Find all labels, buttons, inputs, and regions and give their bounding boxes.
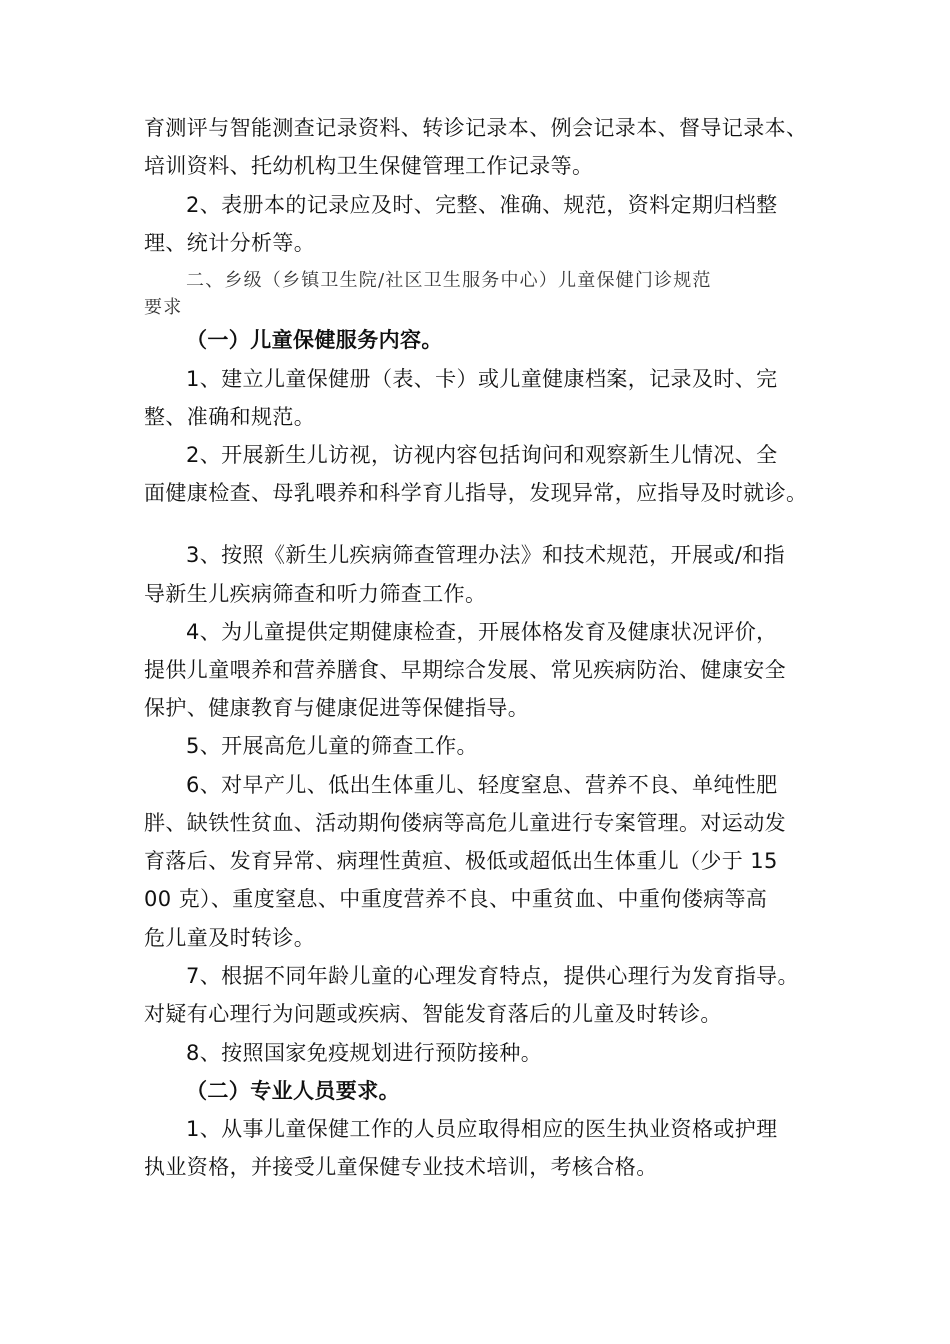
text-line: 面健康检查、母乳喂养和科学育儿指导，发现异常，应指导及时就诊。 (144, 481, 808, 505)
text-line: 7、根据不同年龄儿童的心理发育特点，提供心理行为发育指导。 (186, 964, 799, 988)
text-line: 8、按照国家免疫规划进行预防接种。 (186, 1041, 543, 1065)
text-line: 1、从事儿童保健工作的人员应取得相应的医生执业资格或护理 (186, 1117, 778, 1141)
text-line: 3、按照《新生儿疾病筛查管理办法》和技术规范，开展或/和指 (186, 543, 786, 567)
text-line: 提供儿童喂养和营养膳食、早期综合发展、常见疾病防治、健康安全 (144, 658, 786, 682)
section-heading: 二、乡级（乡镇卫生院/社区卫生服务中心）儿童保健门诊规范 (186, 270, 712, 291)
text-line: 整、准确和规范。 (144, 405, 316, 429)
section-heading-continuation: 要求 (144, 297, 183, 318)
text-line: 2、表册本的记录应及时、完整、准确、规范，资料定期归档整 (186, 193, 778, 217)
text-line: 4、为儿童提供定期健康检查，开展体格发育及健康状况评价， (186, 620, 778, 644)
text-line: 导新生儿疾病筛查和听力筛查工作。 (144, 582, 487, 606)
text-line: 2、开展新生儿访视，访视内容包括询问和观察新生儿情况、全 (186, 443, 778, 467)
text-line: 培训资料、托幼机构卫生保健管理工作记录等。 (144, 154, 594, 178)
text-line: 1、建立儿童保健册（表、卡）或儿童健康档案，记录及时、完 (186, 367, 778, 391)
text-line: 理、统计分析等。 (144, 231, 316, 255)
text-line: 育落后、发育异常、病理性黄疸、极低或超低出生体重儿（少于 15 (144, 849, 778, 873)
text-line: 00 克）、重度窒息、中重度营养不良、中重贫血、中重佝偻病等高 (144, 887, 768, 911)
subsection-heading: （一）儿童保健服务内容。 (186, 328, 443, 352)
text-line: 危儿童及时转诊。 (144, 926, 316, 950)
text-line: 胖、缺铁性贫血、活动期佝偻病等高危儿童进行专案管理。对运动发 (144, 811, 786, 835)
text-line: 5、开展高危儿童的筛查工作。 (186, 734, 478, 758)
text-line: 6、对早产儿、低出生体重儿、轻度窒息、营养不良、单纯性肥 (186, 773, 778, 797)
subsection-heading: （二）专业人员要求。 (186, 1079, 400, 1103)
text-line: 育测评与智能测查记录资料、转诊记录本、例会记录本、督导记录本、 (144, 116, 808, 140)
text-line: 保护、健康教育与健康促进等保健指导。 (144, 696, 530, 720)
text-line: 对疑有心理行为问题或疾病、智能发育落后的儿童及时转诊。 (144, 1002, 722, 1026)
text-line: 执业资格，并接受儿童保健专业技术培训，考核合格。 (144, 1155, 658, 1179)
